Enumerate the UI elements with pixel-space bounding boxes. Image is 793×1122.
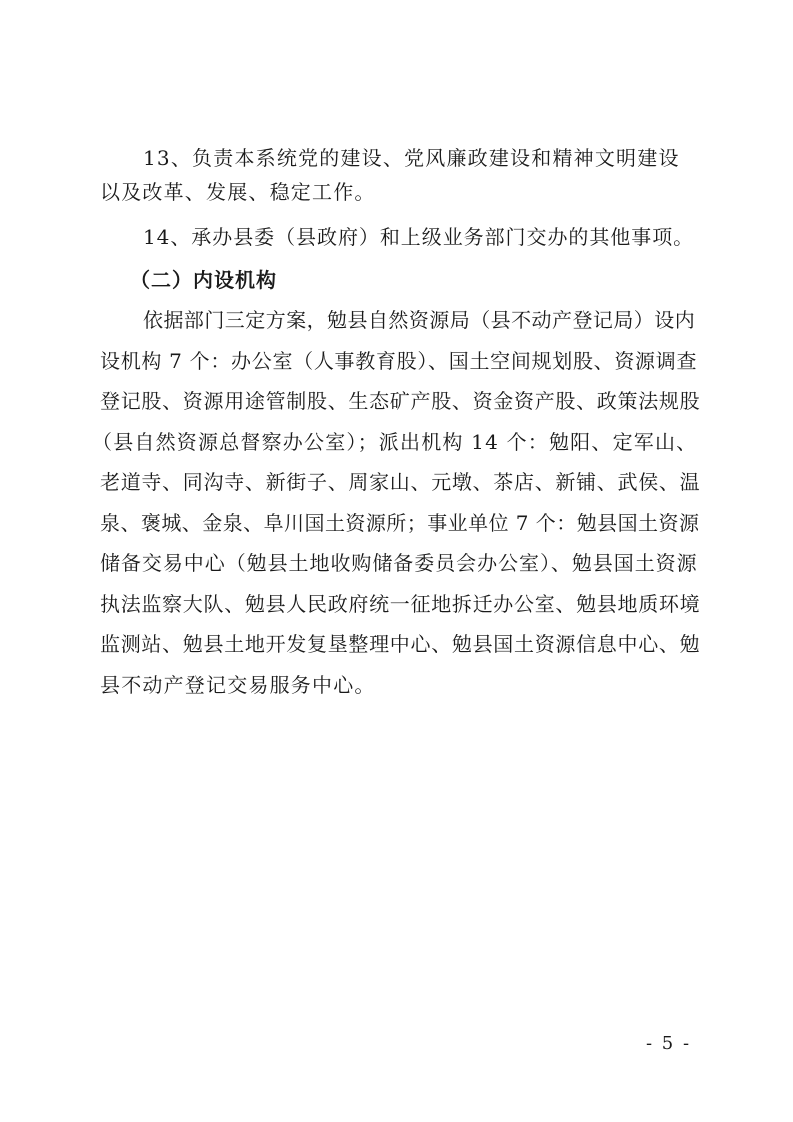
body-line-9: 监测站、勉县土地开发复垦整理中心、勉县国土资源信息中心、勉 [100,632,701,656]
body-line-10: 县不动产登记交易服务中心。 [100,673,376,697]
body-line-2: 设机构 7 个：办公室（人事教育股）、国土空间规划股、资源调查 [100,349,698,373]
body-line-4: （县自然资源总督察办公室）；派出机构 14 个：勉阳、定军山、 [92,430,698,454]
body-line-6: 泉、褒城、金泉、阜川国土资源所；事业单位 7 个：勉县国土资源 [100,511,700,535]
item-13-line-1: 13、负责本系统党的建设、党风廉政建设和精神文明建设 [143,146,680,170]
body-line-5: 老道寺、同沟寺、新街子、周家山、元墩、茶店、新铺、武侯、温 [100,470,701,494]
body-line-1: 依据部门三定方案，勉县自然资源局（县不动产登记局）设内 [143,308,696,332]
body-line-7: 储备交易中心（勉县土地收购储备委员会办公室）、勉县国土资源 [100,551,698,575]
body-line-8: 执法监察大队、勉县人民政府统一征地拆迁办公室、勉县地质环境 [100,592,701,616]
page-number: - 5 - [646,1033,692,1054]
item-13-line-2: 以及改革、发展、稳定工作。 [100,180,376,204]
item-14-line-1: 14、承办县委（县政府）和上级业务部门交办的其他事项。 [143,225,695,249]
section-heading: （二）内设机构 [130,268,277,292]
body-line-3: 登记股、资源用途管制股、生态矿产股、资金资产股、政策法规股 [100,389,701,413]
